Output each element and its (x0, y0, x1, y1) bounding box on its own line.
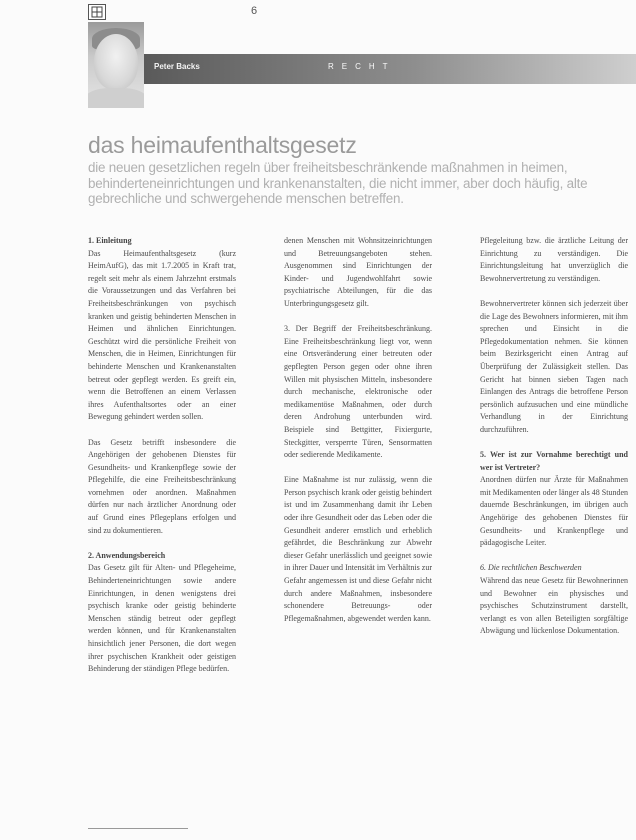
body-paragraph: Das Gesetz gilt für Alten- und Pflegeheime, Behinderteneinrichtungen sowie andere Einrichtungen, in denen wenigstens drei psychisch kranke oder geistig behinderte Menschen ständig betreut oder gepflegt werden können, und für Krankenanstalten hinsichtlich jener Personen, die dort wegen ihrer psychischen Krankheit oder geistigen Behinderung der ständigen Pflege bedürfen. (88, 563, 236, 674)
body-paragraph: Während das neue Gesetz für Bewohnerinnen und Bewohner ein physisches und psychisches Schutzinstrument darstellt, verlangt es von allen Beteiligten sorgfältige Abwägung und lückenlose Dokumentation. (480, 576, 628, 636)
section-heading: 6. Die rechtlichen Beschwerden (480, 563, 582, 573)
article-header (88, 22, 636, 108)
author-photo (88, 22, 144, 108)
body-paragraph: Pflegeleitung bzw. die ärztliche Leitung der Einrichtung zu verständigen. Die Einrichtungsleitung hat unverzüglich die Bewohnervertretung zu verständigen. (480, 236, 628, 283)
section-heading: 2. Anwendungsbereich (88, 550, 166, 560)
section-label: RECHT (328, 62, 396, 71)
article-body (88, 235, 628, 830)
body-paragraph: Anordnen dürfen nur Ärzte für Maßnahmen mit Medikamenten oder länger als 48 Stunden dauernde Beschränkungen, im übrigen auch Angehörige des gehobenen Dienstes für Gesundheits- und Krankenpflege und pädagogische Leiter. (480, 475, 628, 548)
body-paragraph: Eine Maßnahme ist nur zulässig, wenn die Person psychisch krank oder geistig behindert ist und im Zusammenhang damit ihr Leben oder ihre Gesundheit oder das Leben oder die Gesundheit anderer ernstlich und erheblich gefährdet, die Beschränkung zur Abwehr dieser Gefahr unerlässlich und geeignet sowie in ihrer Dauer und Intensität im Verhältnis zur Gefahr angemessen ist und diese Gefahr nicht durch andere Maßnahmen, insbesondere schonendere Betreuungs- oder Pflegemaßnahmen, abgewendet werden kann. (284, 475, 432, 623)
page-number: 6 (251, 5, 258, 17)
body-paragraph: Das Heimaufenthaltsgesetz (kurz HeimAufG), das mit 1.7.2005 in Kraft trat, regelt seit mehr als einem Jahrzehnt erstmals die Voraussetzungen und das Verfahren bei Freiheitsbeschränkungen von psychisch kranken und geistig behinderten Menschen in Heimen und ähnlichen Einrichtungen. Geschützt wird die persönliche Freiheit von Menschen, die in Heimen, Einrichtungen für behinderte Menschen und Krankenanstalten betreut oder gepflegt werden. Es greift ein, wenn die Betroffenen an einem Verlassen ihres Aufenthaltsortes oder an einer Bewegung gehindert werden sollen. (88, 248, 236, 422)
body-paragraph: denen Menschen mit Wohnsitzeinrichtungen und Betreuungsangeboten stehen. Ausgenommen sind Einrichtungen der Kinder- und Jugendwohlfahrt sowie psychiatrische Abteilungen, für die das Unterbringungsgesetz gilt. (284, 236, 432, 308)
body-paragraph: 3. Der Begriff der Freiheitsbeschränkung. Eine Freiheitsbeschränkung liegt vor, wenn eine Ortsveränderung einer betreuten oder gepflegten Person gegen oder ohne ihren Willen mit physischen Mitteln, insbesondere durch mechanische, elektronische oder medikamentöse Maßnahmen, oder durch deren Androhung unterbunden wird. Beispiele sind Bettgitter, Fixiergurte, Steckgitter, versperrte Türen, Sensormatten oder sedierende Medikamente. (284, 324, 432, 460)
article-subtitle: die neuen gesetzlichen regeln über freiheitsbeschränkende maßnahmen in heimen, behinderteneinrichtungen und krankenanstalten, die nicht immer, aber doch häufig, alte gebrechliche und schwergehende menschen betreffen. (88, 160, 588, 206)
footer-rule (88, 828, 188, 829)
section-heading: 1. Einleitung (88, 236, 132, 245)
body-paragraph: Bewohnervertreter können sich jederzeit über die Lage des Bewohners informieren, mit ihm sprechen und Einsicht in die Pflegedokumentation nehmen. Sie können beim Bezirksgericht einen Antrag auf Überprüfung der Zulässigkeit stellen. Das Gericht hat binnen sieben Tagen nach Einlangen des Antrags die betroffene Person persönlich aufzusuchen und eine mündliche Verhandlung in der Einrichtung durchzuführen. (480, 298, 628, 434)
section-heading: 5. Wer ist zur Vornahme berechtigt und wer ist Vertreter? (480, 450, 628, 472)
column-3 (480, 235, 628, 830)
column-2 (284, 235, 432, 830)
article-title: das heimaufenthaltsgesetz (88, 132, 357, 158)
author-name: Peter Backs (154, 62, 200, 71)
publisher-logo (88, 4, 106, 20)
body-paragraph: Das Gesetz betrifft insbesondere die Angehörigen der gehobenen Dienstes für Gesundheits- und Krankenpflege sowie der Pflegehilfe, die eine Freiheitsbeschränkung vornehmen oder anordnen. Maßnahmen dürfen nur nach ärztlicher Anordnung oder auf Grund eines Pflegeplans erfolgen und sind zu dokumentieren. (88, 437, 236, 535)
column-1 (88, 235, 236, 830)
